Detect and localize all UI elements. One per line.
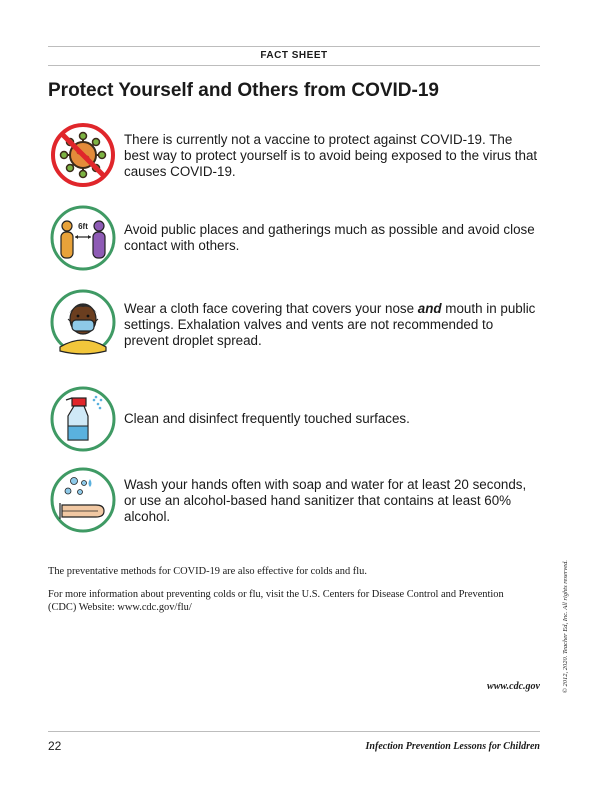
tip-wash-hands [50, 467, 540, 535]
footer-rule [48, 731, 540, 732]
page-title: Protect Yourself and Others from COVID-19 [48, 80, 439, 101]
tip-text-part: Wear a cloth face covering that covers your nose [124, 301, 418, 316]
tip-face-covering [50, 289, 540, 357]
fact-sheet-label: FACT SHEET [260, 50, 328, 61]
distance-label: 6ft [78, 222, 88, 231]
tip-text-emphasis: and [417, 301, 442, 316]
tip-clean-surfaces [50, 386, 540, 454]
copyright-notice: © 2012, 2020. Teacher Ed, Inc. All rights reserved. [562, 560, 569, 694]
page-number: 22 [48, 739, 62, 753]
spray-bottle-icon [50, 386, 116, 452]
header-top-rule [48, 46, 540, 47]
social-distance-icon [50, 205, 116, 271]
hand-washing-icon [50, 467, 116, 533]
no-virus-icon [50, 122, 116, 188]
face-mask-icon [50, 289, 116, 355]
book-title: Infection Prevention Lessons for Children [365, 741, 540, 752]
tip-text: Clean and disinfect frequently touched surfaces. [124, 411, 410, 426]
note-more-info: For more information about preventing colds or flu, visit the U.S. Centers for Disease Control and Prevention (CDC) Website: www.cdc.gov/flu/ [48, 589, 504, 613]
tip-text [124, 301, 540, 349]
tip-text-part: mouth in public settings. Exhalation valves and vents are not recommended to prevent droplet spread. [124, 301, 536, 348]
note-effective: The preventative methods for COVID-19 are also effective for colds and flu. [48, 566, 367, 577]
cdc-website: www.cdc.gov [487, 681, 540, 692]
tip-avoid-exposure [50, 122, 540, 190]
tip-text: Avoid public places and gatherings much as possible and avoid close contact with others. [124, 222, 535, 253]
header-bottom-rule [48, 65, 540, 66]
tip-text: Wash your hands often with soap and water for at least 20 seconds, or use an alcohol-based hand sanitizer that contains at least 60% alcohol. [124, 477, 527, 524]
tip-social-distance [50, 205, 540, 273]
tip-text: There is currently not a vaccine to protect against COVID-19. The best way to protect yourself is to avoid being exposed to the virus that causes COVID-19. [124, 132, 538, 179]
